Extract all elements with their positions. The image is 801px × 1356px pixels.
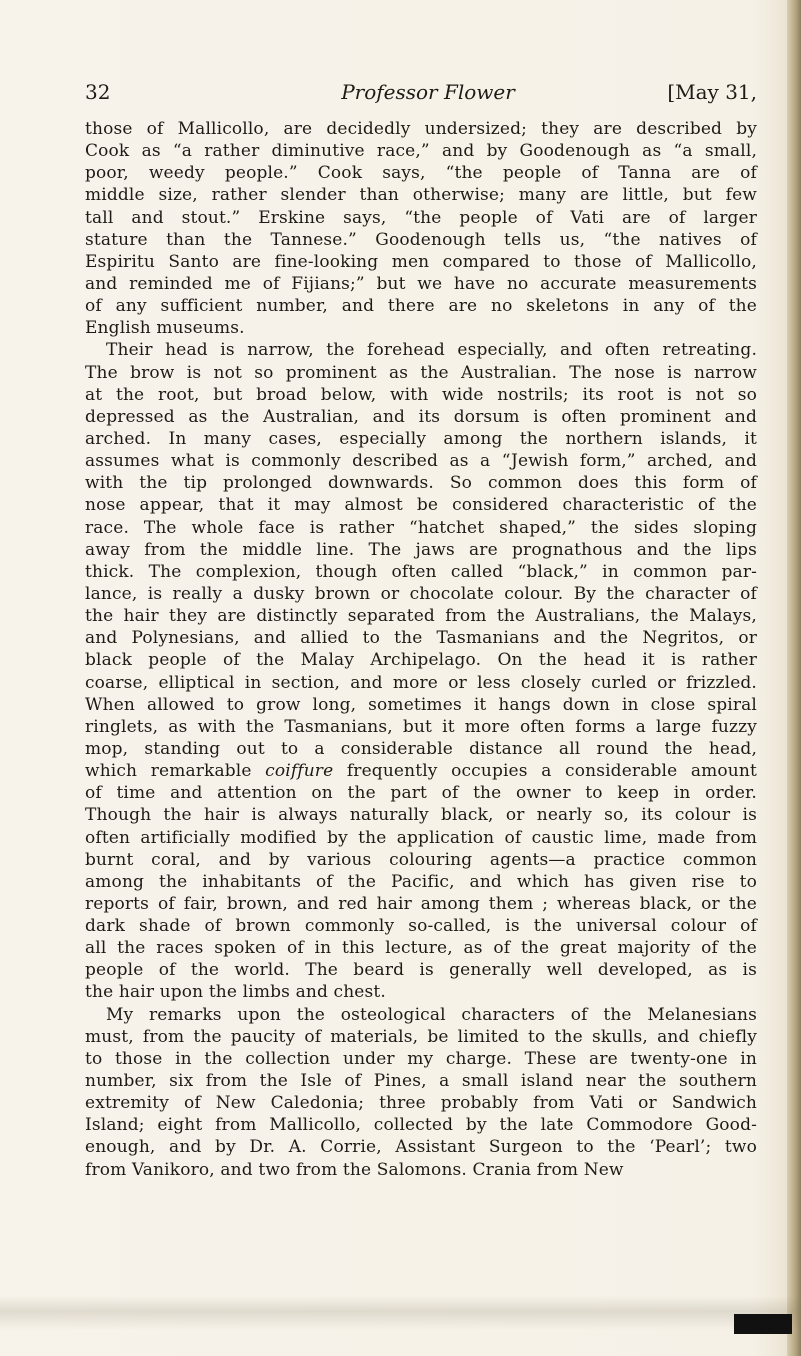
text-line: extremity of New Caledonia; three probably from Vati or Sandwich [85, 1093, 757, 1114]
text-line: arched. In many cases, especially among the northern islands, it [85, 428, 757, 449]
text-line: reports of fair, brown, and red hair among them ; whereas black, or the [85, 893, 757, 914]
text-line: ringlets, as with the Tasmanians, but it more often forms a large fuzzy [85, 716, 757, 737]
text-line: Their head is narrow, the forehead especially, and often retreating. [106, 340, 757, 361]
text-line: coarse, elliptical in section, and more or less closely curled or frizzled. [85, 672, 757, 693]
italic-term: coiffure [265, 761, 334, 782]
running-date: [May 31, [667, 80, 757, 104]
page-edge-shadow [787, 0, 801, 1356]
text-line: and reminded me of Fijians;” but we have no accurate measurements [85, 273, 757, 294]
body-text [85, 118, 757, 1181]
text-line: those of Mallicollo, are decidedly undersized; they are described by [85, 119, 757, 139]
text-line: all the races spoken of in this lecture, as of the great majority of the [85, 938, 757, 959]
scan-shadow [0, 1296, 801, 1330]
running-title: Professor Flower [341, 80, 515, 104]
text-line: Espiritu Santo are fine-looking men compared to those of Mallicollo, [85, 251, 757, 272]
text-line: mop, standing out to a considerable distance all round the head, [85, 738, 757, 759]
text-line [85, 760, 757, 782]
text-line: black people of the Malay Archipelago. On the head it is rather [85, 650, 757, 671]
text-line: stature than the Tannese.” Goodenough tells us, “the natives of [85, 229, 757, 250]
text-line: tall and stout.” Erskine says, “the people of Vati are of larger [85, 207, 757, 228]
text-line: Cook as “a rather diminutive race,” and by Goodenough as “a small, [85, 141, 757, 162]
text-line: thick. The complexion, though often called “black,” in common par- [85, 561, 757, 582]
text-line: middle size, rather slender than otherwise; many are little, but few [85, 185, 757, 206]
text-line: to those in the collection under my charge. These are twenty-one in [85, 1048, 757, 1069]
text-line: among the inhabitants of the Pacific, and which has given rise to [85, 871, 757, 892]
text-line: My remarks upon the osteological characters of the Melanesians [106, 1004, 757, 1025]
text-line: The brow is not so prominent as the Australian. The nose is narrow [85, 362, 757, 383]
text-line: away from the middle line. The jaws are prognathous and the lips [85, 539, 757, 560]
text-line: lance, is really a dusky brown or chocolate colour. By the character of [85, 583, 757, 604]
text-line: often artificially modified by the application of caustic lime, made from [85, 827, 757, 848]
text-line: poor, weedy people.” Cook says, “the people of Tanna are of [85, 163, 757, 184]
text-line: of any sufficient number, and there are no skeletons in any of the [85, 296, 757, 317]
text-line: English museums. [85, 318, 245, 339]
text-line: nose appear, that it may almost be considered characteristic of the [85, 495, 757, 516]
text-line: people of the world. The beard is generally well developed, as is [85, 960, 757, 981]
text-line: race. The whole face is rather “hatchet shaped,” the sides sloping [85, 517, 757, 538]
text-line: the hair they are distinctly separated from the Australians, the Malays, [85, 606, 757, 627]
text-line: at the root, but broad below, with wide nostrils; its root is not so [85, 384, 757, 405]
text-line: the hair upon the limbs and chest. [85, 982, 386, 1003]
text-line: depressed as the Australian, and its dorsum is often prominent and [85, 406, 757, 427]
text-line: assumes what is commonly described as a “Jewish form,” arched, and [85, 451, 757, 472]
text-line: and Polynesians, and allied to the Tasmanians and the Negritos, or [85, 628, 757, 649]
page-number: 32 [85, 80, 111, 104]
text-line: from Vanikoro, and two from the Salomons. Crania from New [85, 1159, 624, 1180]
scan-corner-mark [734, 1314, 792, 1334]
running-header [85, 80, 757, 110]
text-line: must, from the paucity of materials, be limited to the skulls, and chiefly [85, 1026, 757, 1047]
text-line: enough, and by Dr. A. Corrie, Assistant Surgeon to the ‘Pearl’; two [85, 1137, 757, 1158]
text-line: number, six from the Isle of Pines, a small island near the southern [85, 1071, 757, 1092]
text-line: Island; eight from Mallicollo, collected by the late Commodore Good- [85, 1115, 757, 1136]
text-segment: which remarkable [85, 761, 266, 782]
text-line: When allowed to grow long, sometimes it hangs down in close spiral [85, 694, 757, 715]
text-segment: frequently occupies a considerable amount [333, 761, 757, 782]
text-line: with the tip prolonged downwards. So common does this form of [85, 473, 757, 494]
text-line: dark shade of brown commonly so-called, is the universal colour of [85, 916, 757, 937]
text-line: Though the hair is always naturally black, or nearly so, its colour is [85, 805, 757, 826]
text-line: burnt coral, and by various colouring agents—a practice common [85, 849, 757, 870]
text-line: of time and attention on the part of the owner to keep in order. [85, 783, 757, 804]
